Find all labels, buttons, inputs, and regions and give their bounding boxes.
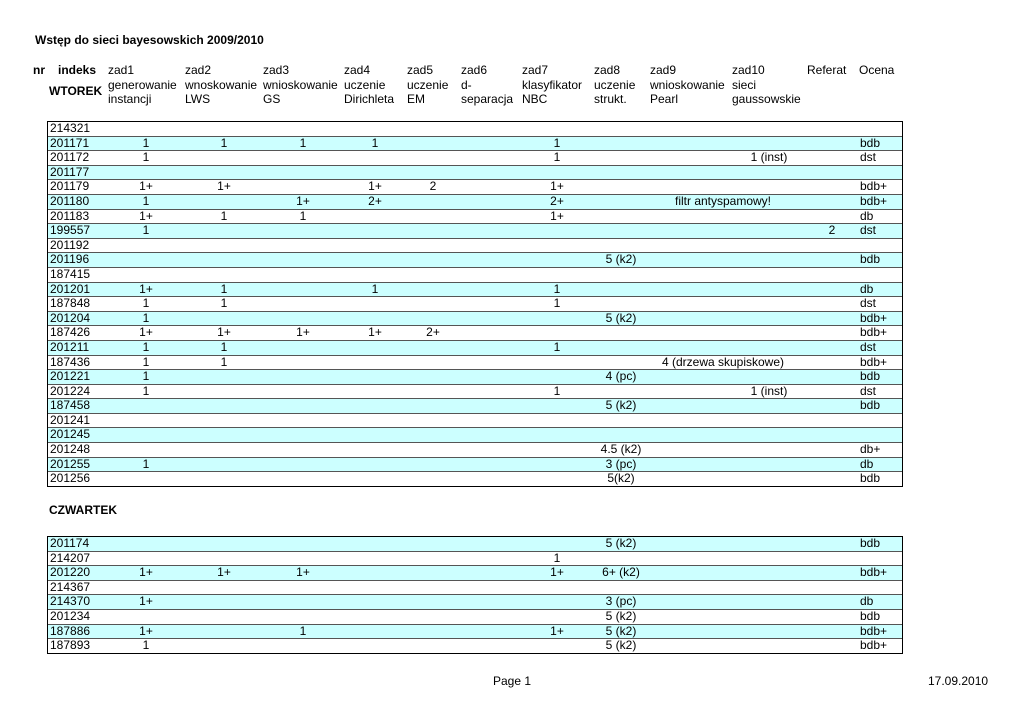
ocena-cell: bdb+ (860, 325, 888, 340)
nr-header: nr (33, 63, 45, 77)
indeks-cell: 201172 (50, 150, 90, 165)
indeks-cell: 201255 (50, 456, 91, 471)
zad2-cell: 1+ (217, 565, 231, 580)
zad7-cell: 1 (553, 135, 561, 150)
table-row (48, 398, 902, 413)
ocena-cell: bdb+ (860, 638, 888, 653)
indeks-cell: 187415 (50, 266, 91, 281)
indeks-cell: 201192 (50, 237, 90, 252)
column-header-zad6-line2: d- (461, 77, 472, 92)
table-row (48, 369, 902, 384)
zad1-cell: 1+ (139, 179, 153, 194)
ocena-cell: bdb (860, 252, 881, 267)
thursday-table (47, 536, 903, 654)
column-header-zad10 (732, 63, 801, 107)
ocena-cell: db (860, 594, 874, 609)
table-row (48, 238, 902, 253)
zad5-cell: 2 (429, 179, 437, 194)
day-label-thursday: CZWARTEK (49, 503, 117, 517)
indeks-cell: 201245 (50, 427, 91, 442)
column-header-zad7-line1: zad7 (522, 63, 549, 77)
column-header-zad8-line3: strukt. (594, 92, 627, 106)
indeks-cell: 201183 (50, 208, 90, 223)
table-row (48, 282, 902, 297)
zad8-cell: 6+ (k2) (602, 565, 640, 580)
column-header-zad9 (650, 63, 725, 107)
column-header-zad8-line1: zad8 (594, 63, 621, 77)
indeks-cell: 201204 (50, 310, 91, 325)
column-header-ocena-line2 (859, 78, 894, 93)
zad2-cell: 1 (220, 296, 228, 311)
zad1-cell: 1+ (139, 208, 153, 223)
zad2-cell: 1 (220, 208, 228, 223)
zad7-cell: 1 (553, 296, 561, 311)
ocena-cell: db+ (860, 442, 881, 457)
indeks-cell: 214321 (50, 121, 91, 135)
zad1-cell: 1 (142, 223, 150, 238)
column-header-referat-line3 (807, 92, 846, 107)
zad1-cell: 1 (142, 638, 150, 653)
table-row (48, 325, 902, 340)
zad1-cell: 1+ (139, 325, 153, 340)
tuesday-table (47, 121, 903, 487)
indeks-cell: 201220 (50, 565, 91, 580)
indeks-cell: 201201 (50, 281, 91, 296)
table-row (48, 150, 902, 165)
zad3-cell: 1+ (296, 325, 310, 340)
ocena-cell: bdb+ (860, 565, 888, 580)
table-row (48, 457, 902, 472)
zad7-cell: 1 (553, 281, 561, 296)
zad8-cell: 5 (k2) (605, 252, 637, 267)
table-row (48, 594, 902, 609)
indeks-cell: 201211 (50, 339, 90, 354)
table-row (48, 551, 902, 566)
column-header-zad4-line3: Dirichleta (344, 92, 395, 106)
zad8-cell: 4.5 (k2) (600, 442, 642, 457)
indeks-cell: 187886 (50, 623, 91, 638)
column-header-zad4-line1: zad4 (344, 63, 371, 77)
zad7-cell: 1 (553, 339, 561, 354)
table-row (48, 296, 902, 311)
column-header-referat (807, 63, 846, 107)
column-header-zad4 (344, 63, 394, 107)
column-header-zad2-line2: wnoskowanie (185, 77, 258, 92)
column-header-zad9-line2: wnioskowanie (650, 77, 725, 92)
column-header-zad5-line3: EM (407, 92, 425, 106)
ocena-cell: dst (860, 150, 877, 165)
column-header-zad8-line2: uczenie (594, 77, 636, 92)
zad4-cell: 1 (371, 135, 379, 150)
zad7-cell: 1 (553, 150, 561, 165)
column-header-zad6 (461, 63, 513, 107)
table-row (48, 355, 902, 370)
indeks-cell: 201221 (50, 369, 91, 384)
column-header-zad5-line1: zad5 (407, 63, 434, 77)
zad1-cell: 1 (142, 456, 150, 471)
column-header-zad1-line2: generowanie (108, 77, 177, 92)
ocena-cell: dst (860, 296, 877, 311)
day-label-tuesday: WTOREK (49, 84, 103, 98)
zad1-cell: 1 (142, 150, 150, 165)
column-header-zad2-line1: zad2 (185, 63, 212, 77)
column-header-zad7 (522, 63, 582, 107)
zad4-cell: 2+ (368, 193, 382, 208)
zad7-cell: 1 (553, 383, 561, 398)
column-header-zad1 (108, 63, 177, 107)
zad2-cell: 1+ (217, 325, 231, 340)
ocena-cell: db (860, 208, 874, 223)
referat-cell: 2 (828, 223, 836, 238)
zad1-cell: 1 (142, 296, 150, 311)
zad7-cell: 1+ (550, 208, 564, 223)
ocena-cell: bdb (860, 398, 881, 413)
indeks-cell: 214207 (50, 550, 91, 565)
indeks-cell: 201224 (50, 383, 91, 398)
table-row (48, 580, 902, 595)
column-header-zad1-line1: zad1 (108, 63, 135, 77)
indeks-cell: 201248 (50, 442, 91, 457)
zad1-cell: 1 (142, 354, 150, 369)
ocena-cell: db (860, 281, 874, 296)
column-header-ocena-line3 (859, 92, 894, 107)
zad1-cell: 1 (142, 339, 150, 354)
indeks-cell: 201196 (50, 252, 90, 267)
zad7-cell: 2+ (550, 193, 564, 208)
ocena-cell: bdb+ (860, 354, 888, 369)
zad8-cell: 5(k2) (607, 471, 635, 486)
zad2-cell: 1 (220, 354, 228, 369)
zad3-cell: 1 (299, 208, 307, 223)
zad1-cell: 1+ (139, 565, 153, 580)
table-row (48, 537, 902, 551)
column-header-zad2 (185, 63, 257, 107)
indeks-cell: 214370 (50, 594, 91, 609)
zad1-cell: 1 (142, 193, 150, 208)
indeks-cell: 187458 (50, 398, 91, 413)
column-header-zad10-line2: sieci (732, 77, 757, 92)
table-row (48, 252, 902, 267)
zad1-cell: 1 (142, 383, 150, 398)
column-header-zad3-line2: wnioskowanie (263, 77, 338, 92)
indeks-cell: 187893 (50, 638, 91, 653)
column-header-zad3 (263, 63, 338, 107)
ocena-cell: dst (860, 223, 877, 238)
table-row (48, 471, 902, 486)
zad7-cell: 1 (553, 550, 561, 565)
column-header-zad5 (407, 63, 448, 107)
ocena-cell: bdb (860, 471, 881, 486)
indeks-cell: 201171 (50, 135, 90, 150)
indeks-cell: 201174 (50, 536, 90, 550)
zad1-cell: 1 (142, 310, 150, 325)
table-row (48, 165, 902, 180)
indeks-cell: 199557 (50, 223, 91, 238)
zad8-cell: 4 (pc) (605, 369, 637, 384)
ocena-cell: db (860, 456, 874, 471)
table-row (48, 442, 902, 457)
zad3-cell: 1 (299, 623, 307, 638)
zad4-cell: 1+ (368, 179, 382, 194)
column-header-zad9-line1: zad9 (650, 63, 677, 77)
column-header-zad3-line1: zad3 (263, 63, 290, 77)
column-header-ocena-line1: Ocena (859, 63, 895, 77)
zad3-cell: 1+ (296, 565, 310, 580)
zad10-cell: 1 (inst) (750, 150, 788, 165)
column-header-zad5-line2: uczenie (407, 77, 449, 92)
ocena-cell: bdb (860, 135, 881, 150)
zad8-cell: 5 (k2) (605, 398, 637, 413)
zad7-cell: 1+ (550, 179, 564, 194)
indeks-cell: 201256 (50, 471, 91, 486)
zad3-cell: 1 (299, 135, 307, 150)
zad8-cell: 3 (pc) (605, 594, 637, 609)
indeks-cell: 201234 (50, 608, 91, 623)
column-header-ocena (859, 63, 894, 107)
column-header-referat-line2 (807, 78, 846, 93)
zad2-cell: 1+ (217, 179, 231, 194)
indeks-cell: 201177 (50, 164, 90, 179)
zad1-cell: 1+ (139, 281, 153, 296)
zad8-cell: 5 (k2) (605, 608, 637, 623)
table-row (48, 267, 902, 282)
column-header-zad7-line3: NBC (522, 92, 548, 106)
ocena-cell: bdb (860, 536, 881, 550)
zad2-cell: 1 (220, 281, 228, 296)
column-header-zad9-line3: Pearl (650, 92, 679, 106)
column-header-zad6-line3: separacja (461, 92, 514, 106)
zad8-cell: 5 (k2) (605, 310, 637, 325)
zad8-cell: 5 (k2) (605, 638, 637, 653)
column-header-zad2-line3: LWS (185, 92, 211, 106)
column-header-referat-line1: Referat (807, 63, 847, 77)
table-row (48, 413, 902, 428)
table-row (48, 223, 902, 238)
table-row (48, 384, 902, 399)
column-header-zad7-line2: klasyfikator (522, 77, 583, 92)
footer-date: 17.09.2010 (928, 674, 989, 688)
zad1-cell: 1+ (139, 594, 153, 609)
table-row (48, 122, 902, 136)
zad9-cell: filtr antyspamowy! (674, 193, 772, 208)
indeks-cell: 214367 (50, 579, 91, 594)
table-row (48, 179, 902, 194)
zad2-cell: 1 (220, 339, 228, 354)
zad1-cell: 1 (142, 135, 150, 150)
table-row (48, 624, 902, 639)
indeks-cell: 201241 (50, 412, 91, 427)
table-row (48, 340, 902, 355)
page-number: Page 1 (493, 674, 532, 688)
ocena-cell: dst (860, 339, 877, 354)
column-header-zad1-line3: instancji (108, 92, 152, 106)
zad5-cell: 2+ (426, 325, 440, 340)
indeks-header: indeks (58, 63, 97, 77)
ocena-cell: bdb (860, 608, 881, 623)
table-row (48, 136, 902, 151)
zad4-cell: 1 (371, 281, 379, 296)
page-title: Wstęp do sieci bayesowskich 2009/2010 (35, 33, 264, 47)
column-header-zad10-line1: zad10 (732, 63, 765, 77)
zad2-cell: 1 (220, 135, 228, 150)
ocena-cell: bdb+ (860, 623, 888, 638)
ocena-cell: bdb+ (860, 193, 888, 208)
zad4-cell: 1+ (368, 325, 382, 340)
column-header-zad10-line3: gaussowskie (732, 92, 801, 106)
zad8-cell: 5 (k2) (605, 536, 637, 550)
column-header-zad4-line2: uczenie (344, 77, 386, 92)
zad10-cell: 1 (inst) (750, 383, 788, 398)
zad8-cell: 3 (pc) (605, 456, 637, 471)
indeks-cell: 187436 (50, 354, 91, 369)
table-row (48, 209, 902, 224)
column-header-zad3-line3: GS (263, 92, 281, 106)
table-row (48, 638, 902, 653)
zad1-cell: 1 (142, 369, 150, 384)
zad7-cell: 1+ (550, 623, 564, 638)
indeks-cell: 201179 (50, 179, 90, 194)
column-header-zad8 (594, 63, 635, 107)
indeks-cell: 187848 (50, 296, 91, 311)
ocena-cell: bdb+ (860, 179, 888, 194)
zad1-cell: 1+ (139, 623, 153, 638)
zad7-cell: 1+ (550, 565, 564, 580)
table-row (48, 194, 902, 209)
indeks-cell: 187426 (50, 325, 91, 340)
ocena-cell: dst (860, 383, 877, 398)
table-row (48, 427, 902, 442)
zad8-cell: 5 (k2) (605, 623, 637, 638)
table-row (48, 565, 902, 580)
indeks-cell: 201180 (50, 193, 90, 208)
table-row (48, 311, 902, 326)
table-row (48, 609, 902, 624)
ocena-cell: bdb+ (860, 310, 888, 325)
column-header-zad6-line1: zad6 (461, 63, 488, 77)
ocena-cell: bdb (860, 369, 881, 384)
zad9-cell: 4 (drzewa skupiskowe) (661, 354, 785, 369)
zad3-cell: 1+ (296, 193, 310, 208)
